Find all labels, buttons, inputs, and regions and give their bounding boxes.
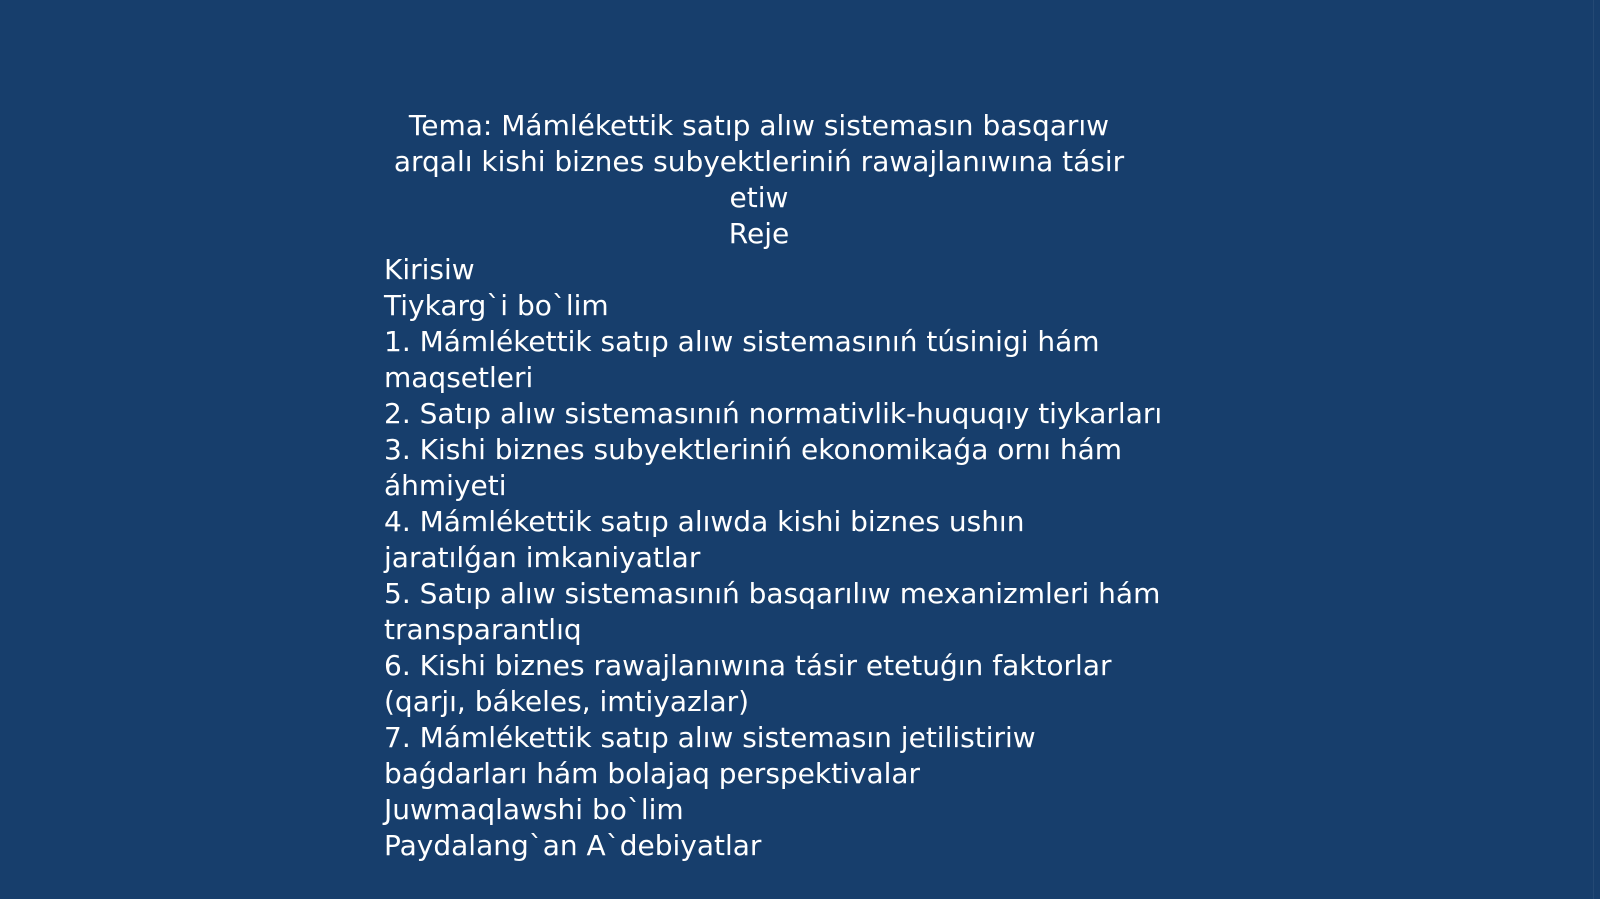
plan-list bbox=[384, 252, 1164, 864]
plan-item-2: 2. Satıp alıw sistemasınıń normativlik-huquqıy tiykarları bbox=[384, 397, 1163, 430]
plan-item-1: 1. Mámlékettik satıp alıw sistemasınıń túsinigi hám maqsetleri bbox=[384, 325, 1100, 394]
plan-item-intro: Kirisiw bbox=[384, 253, 475, 286]
plan-item-main-section: Tiykarg`i bo`lim bbox=[384, 289, 609, 322]
plan-item-references: Paydalang`an A`debiyatlar bbox=[384, 829, 762, 862]
plan-item-conclusion: Juwmaqlawshi bo`lim bbox=[384, 793, 684, 826]
title-line-2: arqalı kishi biznes subyektleriniń rawajlanıwına tásir bbox=[393, 145, 1125, 178]
title-block bbox=[384, 108, 1164, 252]
plan-item-6: 6. Kishi biznes rawajlanıwına tásir etetuǵın faktorlar (qarjı, bákeles, imtiyazlar) bbox=[384, 649, 1112, 718]
title-line-3: etiw bbox=[729, 181, 789, 214]
slide-right-edge bbox=[1594, 0, 1600, 899]
plan-item-5: 5. Satıp alıw sistemasınıń basqarılıw mexanizmleri hám transparantlıq bbox=[384, 577, 1161, 646]
slide-content bbox=[384, 108, 1164, 864]
plan-item-4: 4. Mámlékettik satıp alıwda kishi biznes ushın jaratılǵan imkaniyatlar bbox=[384, 505, 1025, 574]
plan-heading: Reje bbox=[728, 217, 790, 250]
plan-item-3: 3. Kishi biznes subyektleriniń ekonomikaǵa ornı hám áhmiyeti bbox=[384, 433, 1123, 502]
plan-item-7: 7. Mámlékettik satıp alıw sistemasın jetilistiriw baǵdarları hám bolajaq perspektivalar bbox=[384, 721, 1036, 790]
title-line-1: Tema: Mámlékettik satıp alıw sistemasın basqarıw bbox=[408, 109, 1110, 142]
